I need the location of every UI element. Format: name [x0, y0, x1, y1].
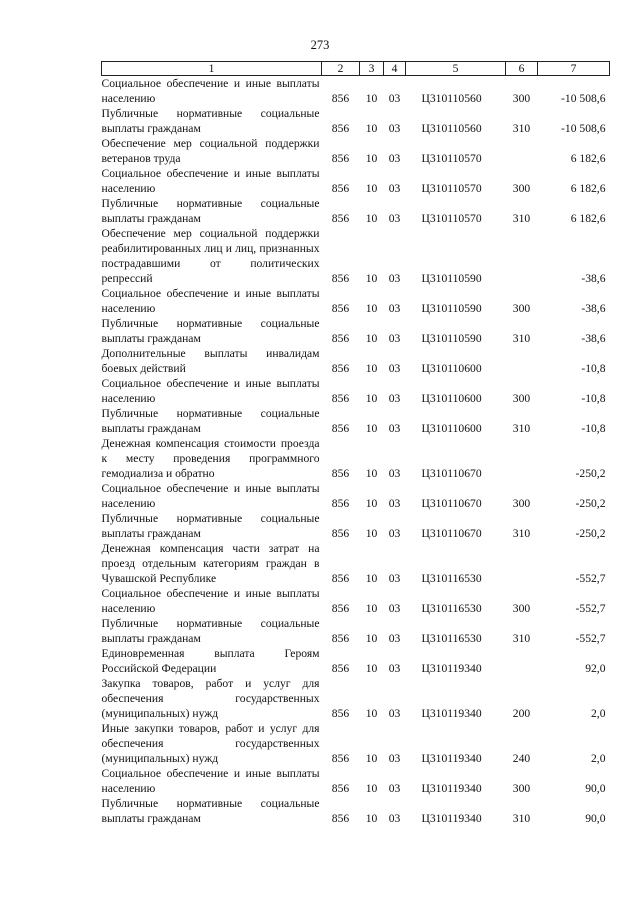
subsection-code-cell: 03 [388, 392, 401, 405]
target-article-cell: Ц310110600 [421, 422, 482, 435]
table-row [102, 586, 610, 616]
department-code-cell: 856 [331, 272, 350, 285]
row-name-cell: Социальное обеспечение и иные выплаты населению [101, 482, 320, 510]
amount-cell: 92,0 [585, 662, 606, 675]
target-article-cell: Ц310110570 [421, 152, 482, 165]
section-code-cell: 10 [365, 497, 378, 510]
subsection-code-cell: 03 [388, 272, 401, 285]
amount-cell: -38,6 [581, 272, 606, 285]
row-name-cell: Публичные нормативные социальные выплаты гражданам [101, 107, 320, 135]
table-row [102, 196, 610, 226]
table-row [102, 346, 610, 376]
section-code-cell: 10 [365, 602, 378, 615]
expense-type-cell: 310 [512, 122, 531, 135]
page-number: 273 [310, 38, 330, 52]
table-row [102, 136, 610, 166]
table-row [102, 286, 610, 316]
department-code-cell: 856 [331, 422, 350, 435]
row-name-cell: Публичные нормативные социальные выплаты гражданам [101, 512, 320, 540]
row-name-cell: Денежная компенсация стоимости проезда к месту проведения программного гемодиализа и обратно [101, 437, 320, 480]
target-article-cell: Ц310119340 [421, 707, 482, 720]
row-name-cell: Единовременная выплата Героям Российской Федерации [101, 647, 320, 675]
amount-cell: 2,0 [591, 752, 606, 765]
row-name-cell: Закупка товаров, работ и услуг для обеспечения государственных (муниципальных) нужд [101, 677, 320, 720]
expense-type-cell: 300 [512, 392, 531, 405]
table-row [102, 646, 610, 676]
section-code-cell: 10 [365, 707, 378, 720]
table-row [102, 376, 610, 406]
subsection-code-cell: 03 [388, 182, 401, 195]
row-name-cell: Дополнительные выплаты инвалидам боевых действий [101, 347, 320, 375]
row-name-cell: Иные закупки товаров, работ и услуг для обеспечения государственных (муниципальных) нужд [101, 722, 320, 765]
target-article-cell: Ц310110560 [421, 122, 482, 135]
subsection-code-cell: 03 [388, 92, 401, 105]
amount-cell: 6 182,6 [570, 182, 606, 195]
table-row [102, 616, 610, 646]
department-code-cell: 856 [331, 467, 350, 480]
section-code-cell: 10 [365, 362, 378, 375]
column-header-6: 6 [506, 62, 538, 76]
department-code-cell: 856 [331, 392, 350, 405]
expense-type-cell [506, 541, 538, 586]
amount-cell: -552,7 [575, 632, 606, 645]
table-row [102, 796, 610, 826]
table-row [102, 76, 610, 107]
target-article-cell: Ц310119340 [421, 782, 482, 795]
expense-type-cell: 300 [512, 602, 531, 615]
row-name-cell: Обеспечение мер социальной поддержки ветеранов труда [101, 137, 320, 165]
expense-type-cell: 300 [512, 182, 531, 195]
subsection-code-cell: 03 [388, 602, 401, 615]
table-body [102, 76, 610, 827]
section-code-cell: 10 [365, 182, 378, 195]
subsection-code-cell: 03 [388, 662, 401, 675]
department-code-cell: 856 [331, 497, 350, 510]
expense-type-cell: 200 [512, 707, 531, 720]
table-row [102, 106, 610, 136]
subsection-code-cell: 03 [388, 782, 401, 795]
amount-cell: -10,8 [581, 362, 606, 375]
section-code-cell: 10 [365, 752, 378, 765]
target-article-cell: Ц310110600 [421, 392, 482, 405]
department-code-cell: 856 [331, 152, 350, 165]
department-code-cell: 856 [331, 602, 350, 615]
amount-cell: -552,7 [575, 572, 606, 585]
section-code-cell: 10 [365, 812, 378, 825]
section-code-cell: 10 [365, 392, 378, 405]
amount-cell: 90,0 [585, 812, 606, 825]
department-code-cell: 856 [331, 812, 350, 825]
department-code-cell: 856 [331, 632, 350, 645]
department-code-cell: 856 [331, 212, 350, 225]
target-article-cell: Ц310119340 [421, 662, 482, 675]
department-code-cell: 856 [331, 572, 350, 585]
row-name-cell: Денежная компенсация части затрат на проезд отдельным категориям граждан в Чувашской Республике [101, 542, 320, 585]
amount-cell: -552,7 [575, 602, 606, 615]
amount-cell: 6 182,6 [570, 212, 606, 225]
table-header [102, 62, 610, 76]
amount-cell: 90,0 [585, 782, 606, 795]
amount-cell: -10 508,6 [561, 92, 606, 105]
table-row [102, 316, 610, 346]
target-article-cell: Ц310110590 [421, 272, 482, 285]
table-row [102, 541, 610, 586]
expense-type-cell [506, 436, 538, 481]
section-code-cell: 10 [365, 152, 378, 165]
department-code-cell: 856 [331, 782, 350, 795]
target-article-cell: Ц310110590 [421, 332, 482, 345]
target-article-cell: Ц310110570 [421, 182, 482, 195]
section-code-cell: 10 [365, 782, 378, 795]
table-row [102, 766, 610, 796]
target-article-cell: Ц310110670 [421, 527, 482, 540]
column-header-7: 7 [538, 62, 610, 76]
section-code-cell: 10 [365, 272, 378, 285]
row-name-cell: Социальное обеспечение и иные выплаты населению [101, 587, 320, 615]
subsection-code-cell: 03 [388, 467, 401, 480]
target-article-cell: Ц310110670 [421, 497, 482, 510]
table-row [102, 676, 610, 721]
table-row [102, 511, 610, 541]
expense-type-cell [506, 346, 538, 376]
expense-type-cell: 310 [512, 422, 531, 435]
target-article-cell: Ц310116530 [421, 572, 482, 585]
expense-type-cell: 300 [512, 497, 531, 510]
subsection-code-cell: 03 [388, 632, 401, 645]
target-article-cell: Ц310119340 [421, 752, 482, 765]
subsection-code-cell: 03 [388, 362, 401, 375]
department-code-cell: 856 [331, 302, 350, 315]
table-row [102, 166, 610, 196]
subsection-code-cell: 03 [388, 212, 401, 225]
subsection-code-cell: 03 [388, 752, 401, 765]
section-code-cell: 10 [365, 422, 378, 435]
row-name-cell: Публичные нормативные социальные выплаты гражданам [101, 797, 320, 825]
target-article-cell: Ц310110600 [421, 362, 482, 375]
row-name-cell: Социальное обеспечение и иные выплаты населению [101, 767, 320, 795]
expense-type-cell: 300 [512, 92, 531, 105]
target-article-cell: Ц310110570 [421, 212, 482, 225]
row-name-cell: Обеспечение мер социальной поддержки реабилитированных лиц и лиц, признанных пострадавшими от политических репрессий [101, 227, 320, 285]
amount-cell: -10,8 [581, 422, 606, 435]
amount-cell: -38,6 [581, 302, 606, 315]
section-code-cell: 10 [365, 122, 378, 135]
target-article-cell: Ц310110670 [421, 467, 482, 480]
table-row [102, 721, 610, 766]
row-name-cell: Социальное обеспечение и иные выплаты населению [101, 377, 320, 405]
table-row [102, 436, 610, 481]
target-article-cell: Ц310110560 [421, 92, 482, 105]
row-name-cell: Публичные нормативные социальные выплаты гражданам [101, 317, 320, 345]
amount-cell: -10 508,6 [561, 122, 606, 135]
row-name-cell: Социальное обеспечение и иные выплаты населению [101, 287, 320, 315]
row-name-cell: Публичные нормативные социальные выплаты гражданам [101, 617, 320, 645]
amount-cell: -250,2 [575, 497, 606, 510]
section-code-cell: 10 [365, 467, 378, 480]
section-code-cell: 10 [365, 92, 378, 105]
subsection-code-cell: 03 [388, 707, 401, 720]
column-header-2: 2 [322, 62, 360, 76]
section-code-cell: 10 [365, 332, 378, 345]
row-name-cell: Социальное обеспечение и иные выплаты населению [101, 77, 320, 105]
department-code-cell: 856 [331, 92, 350, 105]
section-code-cell: 10 [365, 527, 378, 540]
subsection-code-cell: 03 [388, 302, 401, 315]
department-code-cell: 856 [331, 527, 350, 540]
expense-type-cell [506, 646, 538, 676]
expense-type-cell [506, 136, 538, 166]
amount-cell: -250,2 [575, 527, 606, 540]
target-article-cell: Ц310110590 [421, 302, 482, 315]
department-code-cell: 856 [331, 752, 350, 765]
budget-table [101, 61, 610, 826]
department-code-cell: 856 [331, 122, 350, 135]
department-code-cell: 856 [331, 707, 350, 720]
amount-cell: -38,6 [581, 332, 606, 345]
target-article-cell: Ц310116530 [421, 602, 482, 615]
column-header-5: 5 [406, 62, 506, 76]
expense-type-cell: 310 [512, 332, 531, 345]
subsection-code-cell: 03 [388, 422, 401, 435]
expense-type-cell [506, 226, 538, 286]
expense-type-cell: 310 [512, 632, 531, 645]
department-code-cell: 856 [331, 182, 350, 195]
table-row [102, 406, 610, 436]
row-name-cell: Социальное обеспечение и иные выплаты населению [101, 167, 320, 195]
table-row [102, 226, 610, 286]
expense-type-cell: 300 [512, 302, 531, 315]
column-header-4: 4 [384, 62, 406, 76]
section-code-cell: 10 [365, 212, 378, 225]
target-article-cell: Ц310119340 [421, 812, 482, 825]
expense-type-cell: 310 [512, 812, 531, 825]
subsection-code-cell: 03 [388, 572, 401, 585]
section-code-cell: 10 [365, 632, 378, 645]
subsection-code-cell: 03 [388, 527, 401, 540]
row-name-cell: Публичные нормативные социальные выплаты гражданам [101, 407, 320, 435]
expense-type-cell: 310 [512, 527, 531, 540]
column-header-1: 1 [102, 62, 322, 76]
subsection-code-cell: 03 [388, 152, 401, 165]
table-row [102, 481, 610, 511]
subsection-code-cell: 03 [388, 497, 401, 510]
department-code-cell: 856 [331, 332, 350, 345]
section-code-cell: 10 [365, 572, 378, 585]
department-code-cell: 856 [331, 662, 350, 675]
amount-cell: -250,2 [575, 467, 606, 480]
expense-type-cell: 240 [512, 752, 531, 765]
section-code-cell: 10 [365, 302, 378, 315]
column-header-3: 3 [360, 62, 384, 76]
amount-cell: 6 182,6 [570, 152, 606, 165]
subsection-code-cell: 03 [388, 122, 401, 135]
subsection-code-cell: 03 [388, 812, 401, 825]
row-name-cell: Публичные нормативные социальные выплаты гражданам [101, 197, 320, 225]
expense-type-cell: 300 [512, 782, 531, 795]
target-article-cell: Ц310116530 [421, 632, 482, 645]
section-code-cell: 10 [365, 662, 378, 675]
amount-cell: -10,8 [581, 392, 606, 405]
expense-type-cell: 310 [512, 212, 531, 225]
amount-cell: 2,0 [591, 707, 606, 720]
subsection-code-cell: 03 [388, 332, 401, 345]
department-code-cell: 856 [331, 362, 350, 375]
